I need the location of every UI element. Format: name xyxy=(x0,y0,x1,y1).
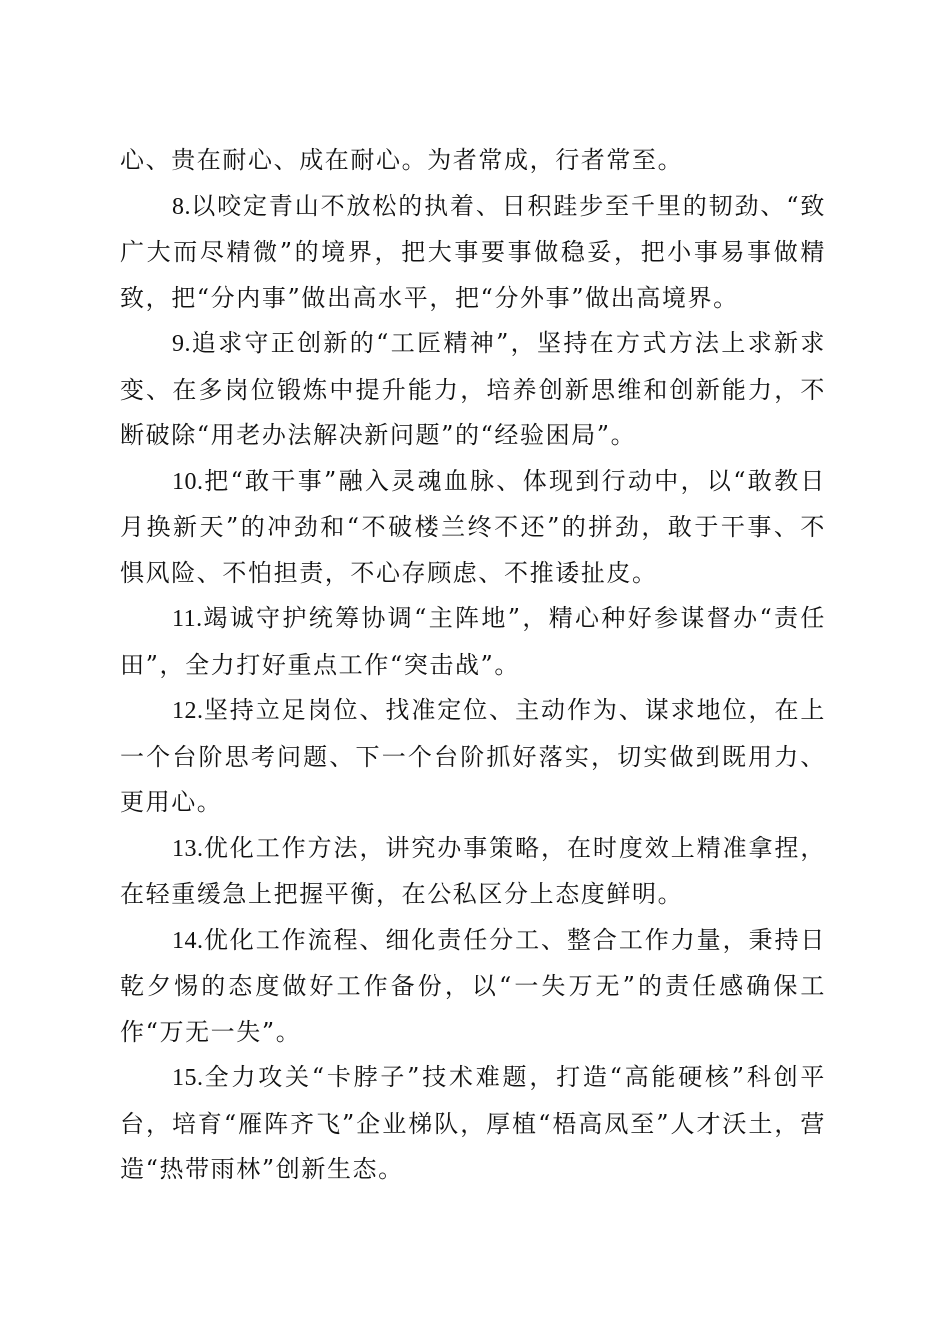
list-item xyxy=(120,918,826,1056)
list-item xyxy=(120,826,826,918)
paragraph-continued xyxy=(120,138,826,184)
item-number: 10. xyxy=(172,468,204,495)
list-item xyxy=(120,184,826,322)
document-body xyxy=(120,138,826,1193)
item-text: 追求守正创新的“工匠精神”，坚持在方式方法上求新求变、在多岗位锻炼中提升能力，培养创新思维和创新能力，不断破除“用老办法解决新问题”的“经验困局”。 xyxy=(120,329,826,449)
item-number: 15. xyxy=(172,1065,204,1091)
paragraph-text: 心、贵在耐心、成在耐心。为者常成，行者常至。 xyxy=(120,146,684,174)
item-text: 坚持立足岗位、找准定位、主动作为、谋求地位，在上一个台阶思考问题、下一个台阶抓好落实，切实做到既用力、更用心。 xyxy=(120,696,826,816)
item-text: 全力攻关“卡脖子”技术难题，打造“高能硬核”科创平台，培育“雁阵齐飞”企业梯队，厚植“梧高凤至”人才沃土，营造“热带雨林”创新生态。 xyxy=(120,1063,826,1183)
item-text: 优化工作流程、细化责任分工、整合工作力量，秉持日乾夕惕的态度做好工作备份，以“一失万无”的责任感确保工作“万无一失”。 xyxy=(120,925,826,1046)
list-item xyxy=(120,688,826,826)
list-item xyxy=(120,459,826,597)
item-text: 以咬定青山不放松的执着、日积跬步至千里的韧劲、“致广大而尽精微”的境界，把大事要事做稳妥，把小事易事做精致，把“分内事”做出高水平，把“分外事”做出高境界。 xyxy=(120,191,826,312)
list-item xyxy=(120,321,826,459)
item-text: 优化工作方法，讲究办事策略，在时度效上精准拿捏，在轻重缓急上把握平衡，在公私区分上态度鲜明。 xyxy=(120,833,826,908)
item-number: 14. xyxy=(172,927,204,954)
item-number: 11. xyxy=(172,606,203,632)
item-number: 12. xyxy=(172,698,204,724)
list-item xyxy=(120,1055,826,1193)
item-text: 竭诚守护统筹协调“主阵地”，精心种好参谋督办“责任田”，全力打好重点工作“突击战”。 xyxy=(120,604,826,679)
item-number: 9. xyxy=(172,331,191,357)
list-item xyxy=(120,596,826,688)
item-number: 8. xyxy=(172,193,191,220)
item-text: 把“敢干事”融入灵魂血脉、体现到行动中，以“敢教日月换新天”的冲劲和“不破楼兰终不还”的拼劲，敢于干事、不惧风险、不怕担责，不心存顾虑、不推诿扯皮。 xyxy=(120,466,826,587)
item-number: 13. xyxy=(172,835,204,862)
